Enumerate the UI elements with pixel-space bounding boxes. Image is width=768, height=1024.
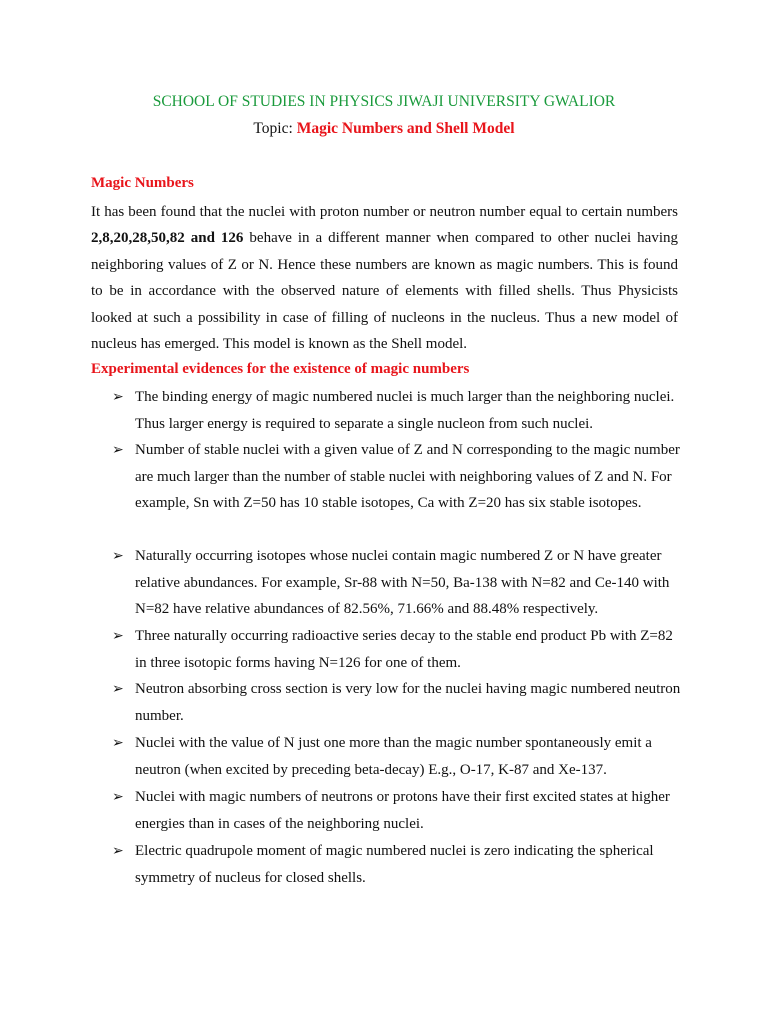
topic-line: [0, 119, 768, 139]
arrow-bullet-icon: ➢: [112, 548, 124, 564]
arrow-bullet-icon: ➢: [112, 628, 124, 644]
list-item-text: Electric quadrupole moment of magic numbered nuclei is zero indicating the spherical symmetry of nucleus for closed shells.: [135, 843, 654, 886]
arrow-bullet-icon: ➢: [112, 442, 124, 458]
arrow-bullet-icon: ➢: [112, 843, 124, 859]
list-item-text: Naturally occurring isotopes whose nuclei contain magic numbered Z or N have greater relative abundances. For example, Sr-88 with N=50, Ba-138 with N=82 and Ce-140 with N=82 have relative abundances of 82.56%, 71.66% and 88.48% respectively.: [135, 548, 670, 617]
arrow-bullet-icon: ➢: [112, 681, 124, 697]
magic-numbers-list: 2,8,20,28,50,82 and 126: [91, 230, 244, 247]
evidence-heading: Experimental evidences for the existence of magic numbers: [91, 361, 470, 377]
school-header: SCHOOL OF STUDIES IN PHYSICS JIWAJI UNIVERSITY GWALIOR: [152, 93, 616, 110]
list-item-text: Neutron absorbing cross section is very low for the nuclei having magic numbered neutron number.: [135, 681, 681, 724]
paragraph-rest: behave in a different manner when compared to other nuclei having neighboring values of Z or N. Hence these numbers are known as magic numbers. This is found to be in accordance with the observed nature of elements with filled shells. Thus Physicists looked at such a possibility in case of filling of nucleons in the nucleus. Thus a new model of nucleus has emerged. This model is known as the Shell model.: [91, 230, 679, 353]
list-item-text: The binding energy of magic numbered nuclei is much larger than the neighboring nuclei. Thus larger energy is required to separate a single nucleon from such nuclei.: [135, 389, 675, 432]
list-item-text: Number of stable nuclei with a given value of Z and N corresponding to the magic number are much larger than the number of stable nuclei with neighboring values of Z and N. For example, Sn with Z=50 has 10 stable isotopes, Ca with Z=20 has six stable isotopes.: [135, 442, 680, 511]
arrow-bullet-icon: ➢: [112, 789, 124, 805]
arrow-bullet-icon: ➢: [112, 735, 124, 751]
arrow-bullet-icon: ➢: [112, 389, 124, 405]
list-item-text: Three naturally occurring radioactive series decay to the stable end product Pb with Z=82 in three isotopic forms having N=126 for one of them.: [135, 628, 673, 671]
list-item-text: Nuclei with the value of N just one more than the magic number spontaneously emit a neutron (when excited by preceding beta-decay) E.g., O-17, K-87 and Xe-137.: [135, 735, 652, 778]
list-item-text: Nuclei with magic numbers of neutrons or protons have their first excited states at higher energies than in cases of the neighboring nuclei.: [135, 789, 670, 832]
topic-title: Magic Numbers and Shell Model: [296, 120, 515, 137]
magic-numbers-heading: Magic Numbers: [91, 175, 194, 191]
magic-numbers-paragraph: [91, 199, 678, 357]
topic-prefix: Topic:: [253, 120, 297, 137]
paragraph-intro: It has been found that the nuclei with proton number or neutron number equal to certain numbers: [91, 204, 678, 220]
